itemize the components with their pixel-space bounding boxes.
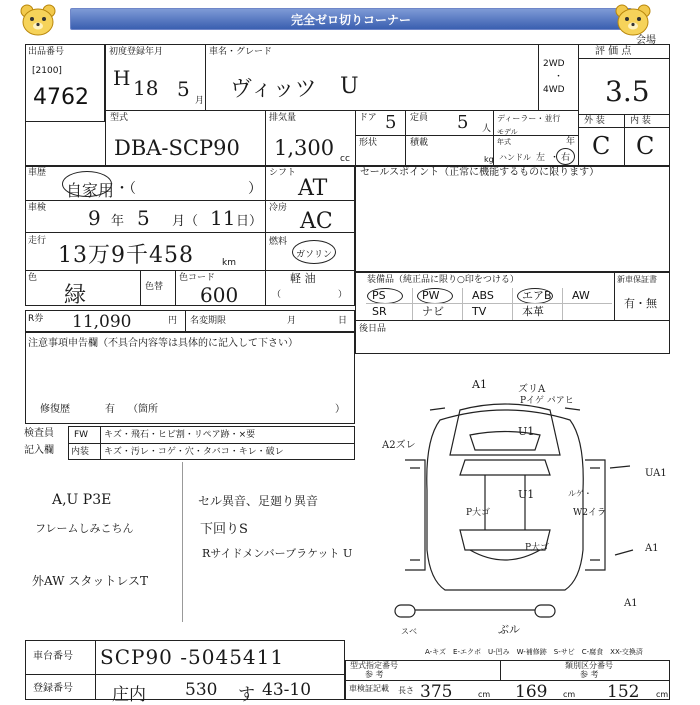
loading-label: 積載 [410,138,429,148]
mileage-label: 走行 [28,236,47,246]
plate-class: 530 [185,680,218,700]
history-rest: ・（ [115,180,136,196]
capacity-value: 5 [457,112,469,133]
score-int-label: 内 装 [630,116,651,126]
color-change-label: 色替 [145,282,164,292]
repair-label: 修復歴 [40,404,70,415]
inspection-y: 年 [111,214,125,229]
recycle-value: 11,090 [72,312,132,332]
fuel-gasoline: ガソリン [296,250,333,260]
equipment-item: SR [372,305,387,318]
bear-mascot-icon [613,3,653,37]
handle-left: 左 [536,153,546,163]
width-value: 169 [515,682,548,702]
inspector-fw-items: キズ・飛石・ヒビ割・リペア跡・×要 [104,430,256,440]
color-value: 緑 [64,283,87,308]
inspection-label: 車検 [28,203,47,213]
equipment-circle-mark [367,288,403,304]
capacity-unit: 人 [482,124,492,134]
model-year-label: モデル年式 [497,128,518,146]
bear-mascot-icon [18,3,58,37]
history-value: 自家用 [66,183,115,200]
model-label: 型式 [110,113,129,123]
equipment-circle-mark [517,288,553,304]
recycle-label: R券 [28,314,44,324]
inspection-m: 月（ [172,214,199,229]
drive-dot: ・ [554,72,564,82]
diagram-u1-top: U1 [518,425,535,438]
warranty-value: 有・無 [624,297,657,310]
inspector-in-items: キズ・汚レ・コゲ・穴・タバコ・キレ・破レ [104,447,284,457]
cat-label: 類別区分番号 [565,661,613,670]
warranty-label: 新車保証書 [617,275,657,284]
top-right-note: 会場 [636,35,656,46]
diagram-a1-top: A1 [472,378,487,391]
fuel-diesel: 軽 油 [290,272,316,285]
repair-bracket: （箇所 [128,404,158,415]
height-value: 152 [607,682,640,702]
plate-num: 43-10 [262,680,312,700]
equipment-grid [366,288,614,320]
note-2: フレームしみこちん [35,522,134,535]
doors-value: 5 [385,112,397,133]
sales-point-label: セールスポイント（正常に機能するものに限ります） [360,167,600,178]
rear-seat-label: 後日品 [359,324,387,334]
equipment-circle-mark [417,288,453,304]
equipment-item: AW [572,289,590,302]
diagram-sube: スベ [401,627,417,636]
plate-label: 登録番号 [33,683,73,694]
diagram-a1-right: A1 [645,543,659,554]
diagram-bottom-note: ぶル [498,623,520,636]
length-text: 長さ [398,686,414,695]
handle-right: 右 [561,153,571,163]
chassis-value: SCP90 -5045411 [100,645,285,669]
equipment-item: PS [372,289,386,302]
spec-ref: 参 考 [365,670,384,679]
capacity-label: 定員 [410,113,429,123]
note-3: 外AW スタットレスT [32,574,148,588]
lot-number: 4762 [33,85,89,110]
repair-value: 有 [105,404,115,415]
diagram-u1-right: UA1 [645,468,667,479]
cat-ref: 参 考 [580,670,599,679]
mileage-unit: km [222,258,236,268]
lot-code: [2100] [32,66,62,76]
diagram-a2: A2ズレ [382,440,416,451]
drive-2wd: 2WD [543,59,565,69]
color-code-value: 600 [200,283,239,307]
caution-label: 注意事項申告欄（不具合内容等は具体的に記入して下さい） [28,338,298,349]
width-cm: cm [563,690,576,699]
history-close: ） [248,180,262,196]
shift-value: AT [298,176,328,201]
spec-label: 型式指定番号 [350,661,398,670]
height-cm: cm [656,690,669,699]
inspection-year: 9 [88,206,101,230]
loading-unit: kg [484,155,494,164]
displacement-unit: cc [340,154,350,164]
recycle-unit: 円 [168,316,178,326]
equipment-item: エアB [522,289,552,302]
lot-label: 出品番号 [28,47,65,57]
registration-month: 5 [177,77,190,101]
score-int-value: C [636,132,655,160]
car-name: ヴィッツ [230,77,317,102]
name-change-label: 名変期限 [190,316,227,326]
equipment-item: PW [422,289,440,302]
aircon-label: 冷房 [269,203,288,213]
car-label: 車名・グレード [209,47,273,57]
model-value: DBA-SCP90 [114,136,240,160]
repair-close: ） [335,404,345,415]
drive-4wd: 4WD [543,85,565,95]
banner-title: 完全ゼロ切りコーナー [70,8,632,30]
shift-label: シフト [269,168,297,178]
chassis-label: 車台番号 [33,651,73,662]
handle-label: ハンドル [499,153,531,162]
dealer-label: ディーラー・並行 [497,114,561,123]
sales-point-box [355,166,670,272]
displacement-value: 1,300 [274,136,335,160]
diagram-a1-bottom: A1 [624,598,638,609]
car-damage-diagram [385,380,675,630]
registration-year: 18 [133,76,159,100]
length-cm: cm [478,690,491,699]
note-5: 下回りS [200,522,248,537]
fuel-label: 燃料 [269,237,288,247]
diagram-pgo: P大ゴ [466,508,491,518]
fuel-paren-open: （ [272,290,282,300]
score-value: 3.5 [605,75,650,108]
car-grade: U [340,74,359,99]
equipment-item: TV [472,305,487,318]
diagram-rnote: ルゲ・ [568,489,592,498]
equipment-item: 本革 [522,305,544,318]
diagram-pigeo: Pイゲ パアヒ [520,396,574,406]
history-label: 車歴 [28,168,47,178]
score-label: 評 価 点 [595,46,632,57]
fuel-paren-close: ） [338,290,348,300]
inspector-fw-label: FW [74,430,89,440]
inspection-day: 11 [210,206,236,230]
color-code-label: 色コード [179,273,216,283]
note-6: Rサイドメンバーブラケット U [202,547,353,560]
registration-month-unit: 月 [195,96,205,106]
registration-label: 初度登録年月 [109,47,164,57]
equipment-item: ABS [472,289,494,302]
shape-label: 形状 [359,138,378,148]
inspector-in-label: 内装 [71,447,90,457]
diagram-u1-mid: U1 [518,488,535,501]
name-change-day: 日 [338,316,348,326]
equipment-item: ナビ [422,305,444,318]
doors-label: ドア [359,113,377,123]
plate-kana: す [238,685,255,705]
length-value: 375 [420,682,453,702]
equipment-label: 装備品（純正品に限り○印をつける） [367,275,519,285]
fuel-circle-mark [292,240,336,264]
diagram-legend: A-キズ E-エクボ U-凹み W-補修跡 S-サビ C-腐食 XX-交換済 [425,648,643,656]
diagram-p2: P大ゴ [525,543,550,553]
name-change-unit: 月 [287,316,297,326]
inspection-month: 5 [137,206,150,230]
handle-dot: ・ [550,153,560,163]
color-label: 色 [28,273,38,283]
note-4: セル異音、足廻り異音 [198,494,319,508]
inspector-label2: 記入欄 [24,445,54,456]
history-circle-mark [62,171,112,197]
inspection-d: 日） [236,214,263,229]
displacement-label: 排気量 [269,113,297,123]
model-year-unit: 年 [566,137,576,147]
plate-area: 庄内 [112,685,146,705]
handle-circle-mark [556,148,575,165]
diagram-zu1a: ズリA [518,384,546,395]
registration-era: H [113,66,131,90]
inspector-label1: 検査員 [24,428,54,439]
aircon-value: AC [300,209,333,234]
length-label: 車検証記載 [349,684,389,693]
score-ext-value: C [592,132,611,160]
score-ext-label: 外 装 [584,116,605,126]
note-1: A,U P3E [52,492,112,508]
diagram-w2: W2イラ [573,508,606,518]
mileage-value: 13万9千458 [58,243,194,268]
